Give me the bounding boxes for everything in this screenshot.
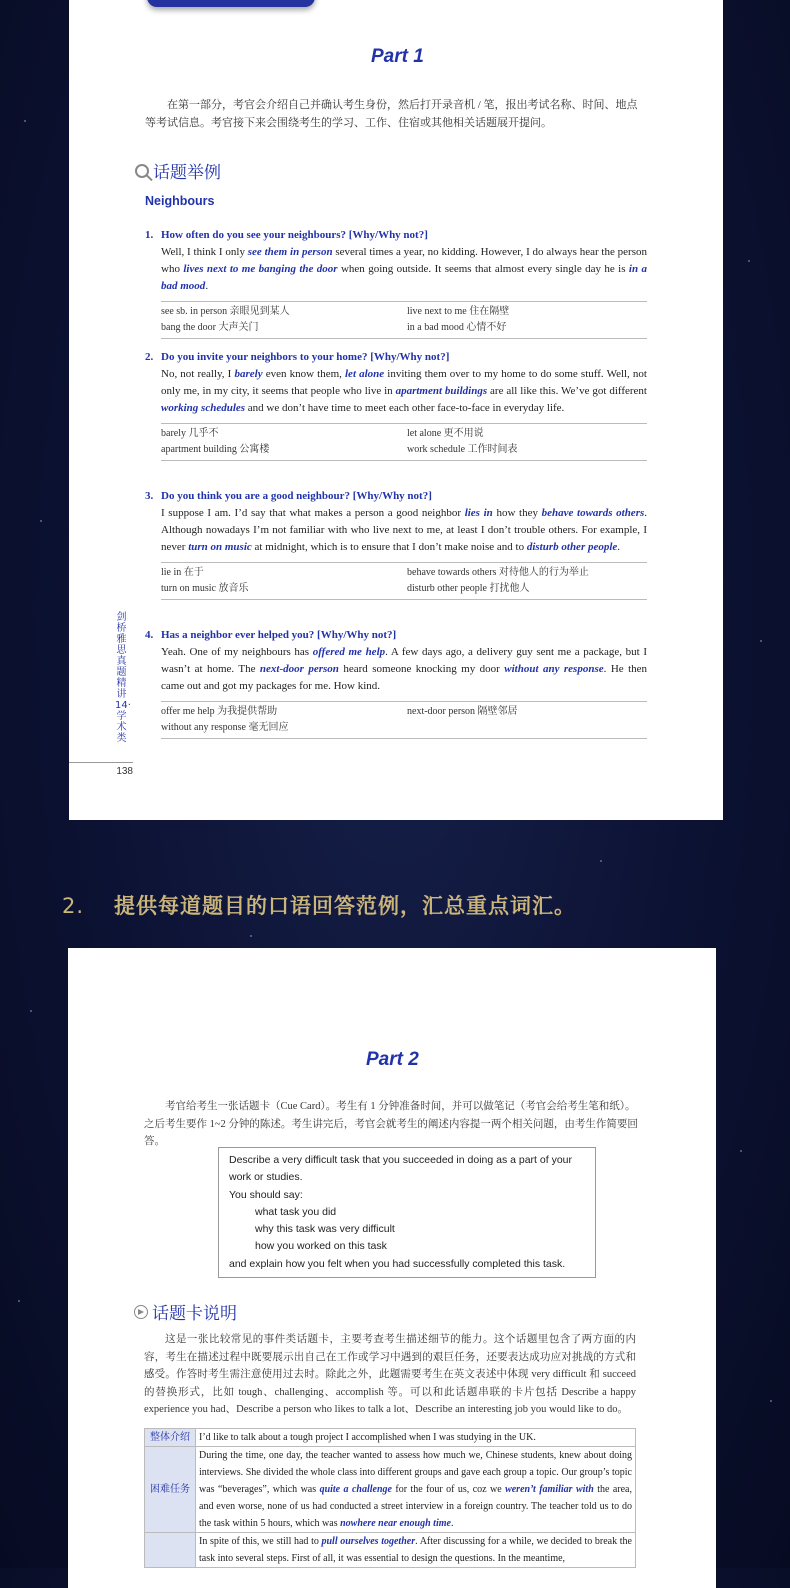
vocab-item: turn on music 放音乐 <box>161 583 249 594</box>
sample-answer-table <box>144 1428 636 1568</box>
question: 4. Has a neighbor ever helped you? [Why/Why not?] <box>145 629 397 641</box>
part-title: Part 1 <box>371 46 424 67</box>
answer: Well, I think I only see them in person several times a year, no kidding. However, I do always hear the person who lives next to me banging the door when going outside. It seems that almost every single day he is in a bad mood. <box>161 246 647 292</box>
caption-text: 提供每道题目的口语回答范例，汇总重点词汇。 <box>114 894 576 918</box>
star <box>250 935 252 937</box>
cue-line: and explain how you felt when you had successfully completed this task. <box>229 1257 566 1270</box>
question-block <box>145 627 647 739</box>
vocab-item: behave towards others 对待他人的行为举止 <box>407 567 589 578</box>
section-heading-text: 话题举例 <box>153 163 221 183</box>
vocab-item: offer me help 为我提供帮助 <box>161 706 278 717</box>
cue-line: why this task was very difficult <box>255 1223 395 1236</box>
star <box>18 1300 20 1302</box>
part-intro: 考官给考生一张话题卡（Cue Card）。考生有 1 分钟准备时间，并可以做笔记（考官会给考生笔和纸）。之后考生要作 1~2 分钟的陈述。考生讲完后，考官会就考生的阐述内容提一两个相关问题，由考生作简要回答。 <box>144 1101 638 1147</box>
caption-number: 2. <box>62 894 85 918</box>
question-block <box>145 488 647 600</box>
star <box>600 860 602 862</box>
star <box>24 120 26 122</box>
part-intro: 在第一部分，考官会介绍自己并确认考生身份，然后打开录音机 / 笔，报出考试名称、时间、地点等考试信息。考官接下来会围绕考生的学习、工作、住宿或其他相关话题展开提问。 <box>145 99 638 129</box>
star <box>740 1150 742 1152</box>
cue-line: what task you did <box>255 1205 337 1218</box>
vocab-item <box>407 720 647 736</box>
star <box>40 520 42 522</box>
vocab-list <box>161 301 647 339</box>
section-heading-text: 话题卡说明 <box>152 1304 237 1324</box>
star <box>770 1400 772 1402</box>
feature-caption <box>62 890 576 920</box>
question: 3. Do you think you are a good neighbour? [Why/Why not?] <box>145 490 432 502</box>
table-row <box>145 1447 636 1533</box>
vocab-item: barely 几乎不 <box>161 428 219 439</box>
row-label: 整体介绍 <box>145 1429 196 1447</box>
question: 2. Do you invite your neighbors to your home? [Why/Why not?] <box>145 351 450 363</box>
cue-card-explanation: 这是一张比较常见的事件类话题卡，主要考查考生描述细节的能力。这个话题里包含了两方面的内容，考生在描述过程中既要展示出自己在工作或学习中遇到的艰巨任务，还要表达成功应对挑战的方式和感受。作答时考生需注意使用过去时。除此之外，此题需要考生在英文表述中体现 very difficult 和 succeed 的替换形式，比如 tough、challenging、accomplish 等。可以和此话题串联的卡片包括 Describe a happy experience you had、Describe a person who likes to talk a lot、Describe an interesting job you would like to do。 <box>144 1334 636 1415</box>
vocab-item: in a bad mood 心情不好 <box>407 322 507 333</box>
row-label <box>145 1533 196 1568</box>
star <box>760 640 762 642</box>
star <box>748 260 750 262</box>
vocab-item: next-door person 隔壁邻居 <box>407 706 518 717</box>
section-heading <box>135 158 221 183</box>
row-text: During the time, one day, the teacher wanted to assess how much we, Chinese students, knew about doing interviews. She divided the whole class into different groups and gave each group a topic. Our group’s topic was “beverages”, which was quite a challenge for the four of us, coz we weren’t familiar with the area, and even worse, none of us had conducted a street interview in a foreign country. The teacher told us to do the task within 5 hours, which was nowhere near enough time. <box>196 1447 636 1533</box>
row-text: I’d like to talk about a tough project I accomplished when I was studying in the UK. <box>196 1429 636 1447</box>
row-label: 困难任务 <box>145 1447 196 1533</box>
section-heading <box>134 1299 237 1324</box>
page-number: 138 <box>69 762 133 777</box>
vocab-item: live next to me 住在隔壁 <box>407 306 510 317</box>
arrow-circle-icon <box>134 1305 148 1319</box>
question-block <box>145 349 647 461</box>
book-page-part2 <box>68 948 716 1588</box>
book-page-part1 <box>69 0 723 820</box>
vocab-item: apartment building 公寓楼 <box>161 444 270 455</box>
answer: I suppose I am. I’d say that what makes a person a good neighbor lies in how they behave towards others. Although nowadays I’m not familiar with who live next to me, at least I don’t trouble others. For example, I never turn on music at midnight, which is to ensure that I don’t make noise and to disturb other people. <box>161 507 648 553</box>
cue-line: how you worked on this task <box>255 1240 387 1253</box>
part-title: Part 2 <box>366 1049 419 1070</box>
magnifier-icon <box>135 164 149 178</box>
vocab-list <box>161 562 647 600</box>
vocab-item: let alone 更不用说 <box>407 428 484 439</box>
vocab-list <box>161 701 647 739</box>
vocab-item: lie in 在于 <box>161 567 204 578</box>
table-row <box>145 1533 636 1568</box>
vocab-item: without any response 毫无回应 <box>161 722 289 733</box>
vocab-item: see sb. in person 亲眼见到某人 <box>161 306 290 317</box>
answer: No, not really, I barely even know them, let alone inviting them over to my home to do some stuff. Well, not only me, in my city, it seems that people who live in apartment buildings are all like this. We’ve got different working schedules and we don’t have time to meet each other face-to-face in everyday life. <box>161 368 647 414</box>
cue-card <box>218 1147 596 1278</box>
cue-line: Describe a very difficult task that you succeeded in doing as a part of your <box>229 1154 572 1166</box>
table-row <box>145 1429 636 1447</box>
vocab-item: work schedule 工作时间表 <box>407 444 518 455</box>
cue-line: You should say: <box>229 1188 303 1201</box>
row-text: In spite of this, we still had to pull ourselves together. After discussing for a while, we decided to break the task into several steps. First of all, it was essential to design the questions. In the meantime, <box>196 1533 636 1568</box>
book-side-label: 剑桥雅思真题精讲14·学术类 <box>115 612 131 744</box>
question: 1. How often do you see your neighbours? [Why/Why not?] <box>145 229 428 241</box>
vocab-item: disturb other people 打扰他人 <box>407 583 530 594</box>
star <box>30 1010 32 1012</box>
cue-line: work or studies. <box>229 1171 303 1184</box>
answer: Yeah. One of my neighbours has offered me help. A few days ago, a delivery guy sent me a package, but I wasn’t at home. The next-door person heard someone knocking my door without any response. He then came out and got my packages for me. How kind. <box>161 646 648 692</box>
vocab-list <box>161 423 647 461</box>
topic-title: Neighbours <box>145 194 215 208</box>
chapter-tab <box>147 0 315 7</box>
vocab-item: bang the door 大声关门 <box>161 322 259 333</box>
question-block <box>145 227 647 339</box>
